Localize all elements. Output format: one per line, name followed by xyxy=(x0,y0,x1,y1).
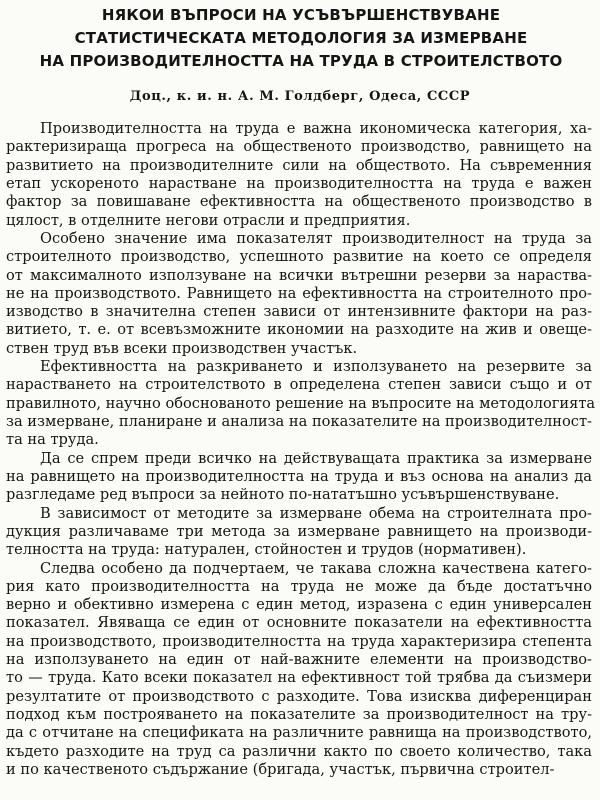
paragraph-line: подход към построяването на показателите за производителност на тру- xyxy=(6,706,592,723)
paragraph-line: не на производството. Равнището на ефективността на строителното про- xyxy=(6,284,592,302)
article-body xyxy=(6,120,596,779)
paragraph-line: показател. Явяваща се един от основните показатели на ефективността xyxy=(6,614,592,632)
author-byline: Доц., к. и. н. А. М. Голдберг, Одеса, СССР xyxy=(129,89,471,104)
paragraph-line: на използуването на един от най-важните елементи на производство- xyxy=(6,651,592,669)
paragraph-line: резултатите от производството с разходите. Това изисква диференциран xyxy=(6,687,592,705)
paragraph-first-line: Следва особено да подчертаем, че такава сложна качествена катего- xyxy=(40,559,592,577)
paragraph-line: верно и обективно измерена с един метод, изразена с един универсален xyxy=(6,596,592,614)
paragraph-first-line: Производителността на труда е важна икономическа категория, ха- xyxy=(40,120,592,137)
paragraph-line: рактеризираща прогреса на общественото производство, равнището на xyxy=(6,138,592,156)
paragraph-line: цялост, в отделните негови отрасли и предприятия. xyxy=(6,211,411,229)
paragraph-first-line: В зависимост от методите за измерване обема на строителната про- xyxy=(40,504,592,522)
paragraph-line: то — труда. Като всеки показател на ефективност той трябва да съизмери xyxy=(6,669,592,687)
paragraph-line: ствен труд във всеки производствен участък. xyxy=(6,339,358,357)
paragraph-line: развитието на производителните сили на обществото. На съвременния xyxy=(6,156,592,174)
title-line: НА ПРОИЗВОДИТЕЛНОСТТА НА ТРУДА В СТРОИТЕЛСТВОТО xyxy=(39,52,563,70)
paragraph-line: и по качественото съдържание (бригада, участък, първична строител- xyxy=(6,760,555,778)
paragraph-line: от максималното използуване на всички вътрешни резерви за нараства- xyxy=(6,266,592,284)
paragraph-line: на производството, производителността на труда характеризира степента xyxy=(6,632,592,650)
paragraph-line: да с отчитане на спецификата на различните равнища на производството, xyxy=(6,724,592,742)
paragraph-line: където разходите на труд са различни както по своето количество, така xyxy=(6,742,592,760)
paragraph-first-line: Ефективността на разкриването и използуването на резервите за xyxy=(40,358,592,376)
paragraph-line: рия като производителността на труда не може да бъде достатъчно xyxy=(6,577,592,595)
paragraph-first-line: Особено значение има показателят производителност на труда за xyxy=(40,229,592,247)
paragraph-line: нарастването на строителството в определена степен зависи също и от xyxy=(6,376,592,394)
paragraph-line: дукция различаваме три метода за измерване равнището на производи- xyxy=(6,522,592,540)
paragraph-line: витието, т. е. от всевъзможните икономии на разходите на жив и овеще- xyxy=(6,321,592,339)
paragraph-line: за измерване, планиране и анализа на показателите на производителност- xyxy=(6,413,592,430)
paragraph-line: та на труда. xyxy=(6,431,99,449)
title-line: НЯКОИ ВЪПРОСИ НА УСЪВЪРШЕНСТВУВАНЕ xyxy=(101,6,501,24)
paragraph-line: разгледаме ред въпроси за нейното по-нататъшно усъвършенствуване. xyxy=(6,486,560,504)
article-title xyxy=(8,4,594,73)
paragraph-line: изводство в значителна степен зависи от интензивните фактори на раз- xyxy=(6,303,592,321)
paragraph-line: етап ускореното нарастване на производителността на труда е важен xyxy=(6,174,592,192)
paragraph-first-line: Да се спрем преди всичко на действуващата практика за измерване xyxy=(40,449,592,467)
paragraph-line: на равнището на производителността на труда и въз основа на анализ да xyxy=(6,467,592,485)
title-line: СТАТИСТИЧЕСКАТА МЕТОДОЛОГИЯ ЗА ИЗМЕРВАНЕ xyxy=(74,29,528,47)
paragraph-line: фактор за повишаване ефективността на общественото производство в xyxy=(6,193,592,211)
paragraph-line: правилното, научно обоснованото решение на въпросите на методологията xyxy=(6,394,596,412)
paragraph-line: строителното производство, успешното развитие на което се определя xyxy=(6,248,592,266)
paragraph-line: телността на труда: натурален, стойностен и трудов (нормативен). xyxy=(6,541,527,559)
